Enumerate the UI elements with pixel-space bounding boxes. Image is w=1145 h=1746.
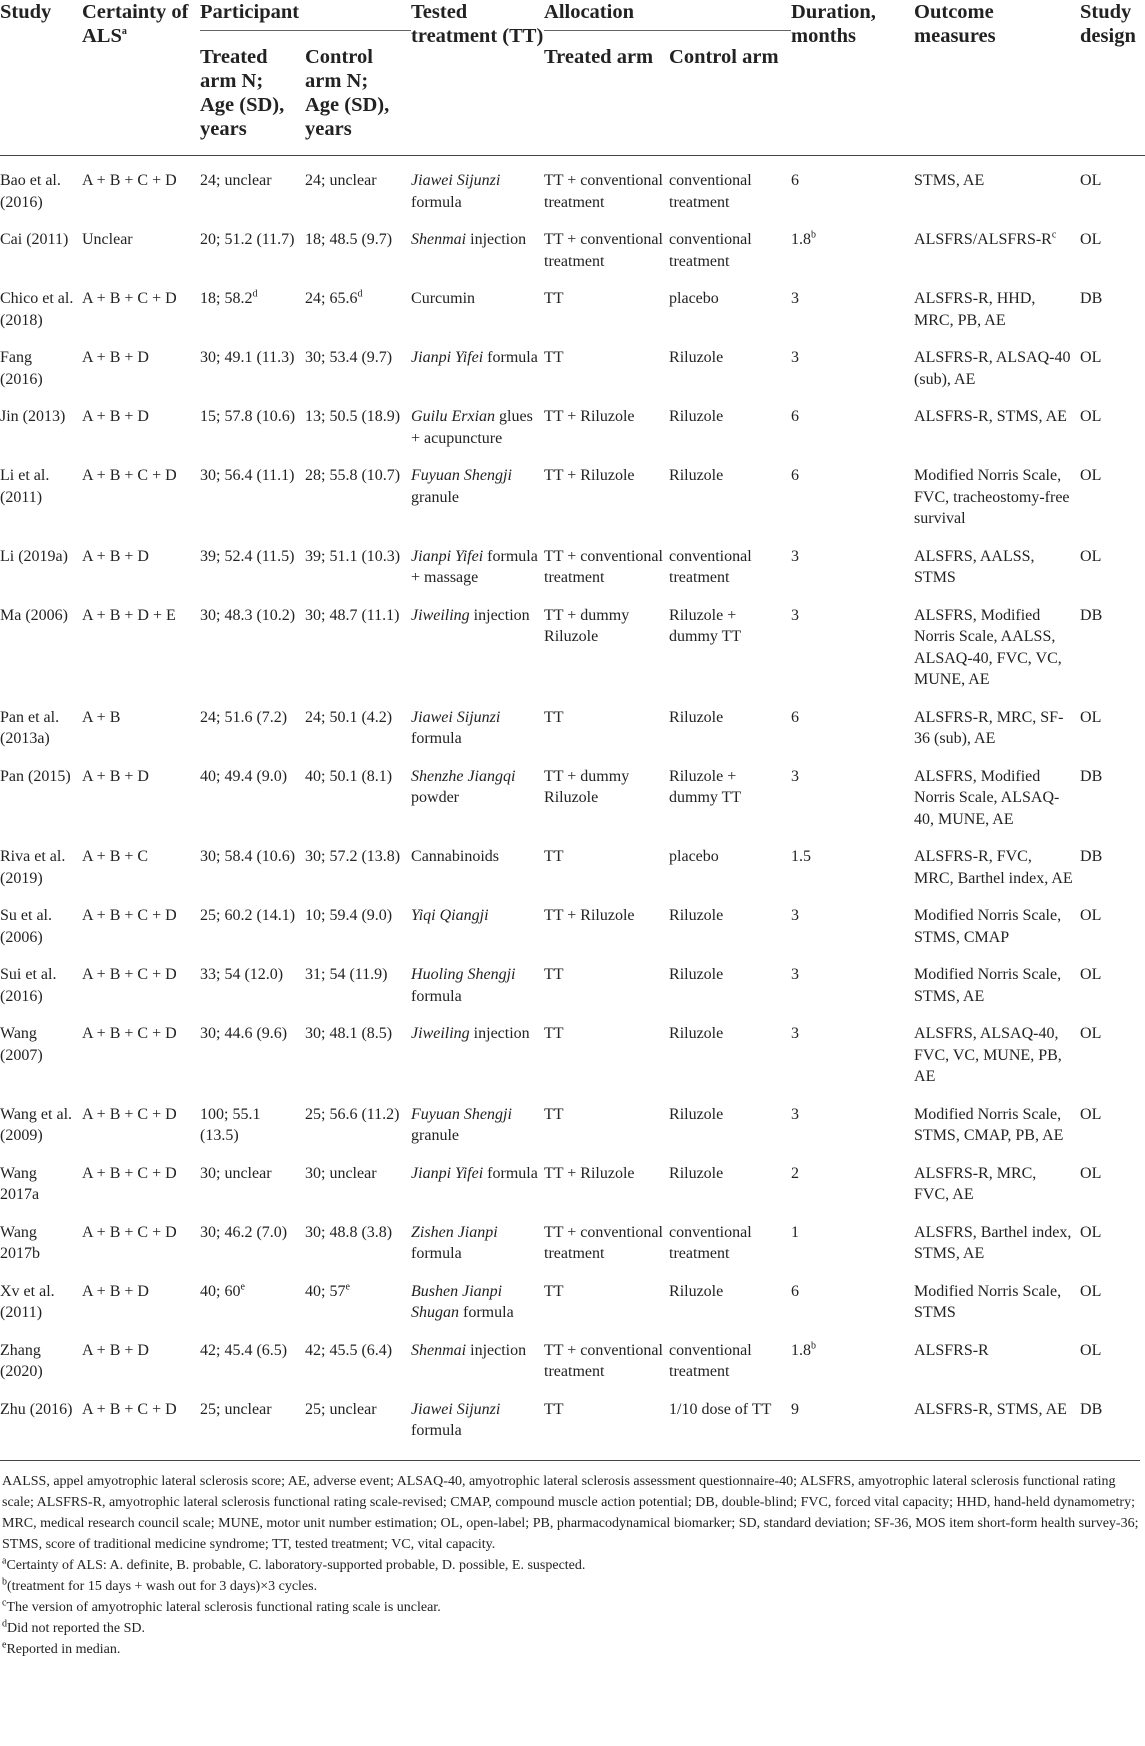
- cell-outcome: ALSFRS, ALSAQ-40, FVC, VC, MUNE, PB, AE: [914, 1025, 1062, 1085]
- cell-design: OL: [1080, 1025, 1102, 1042]
- cell-control-n: 42; 45.5 (6.4): [305, 1341, 393, 1359]
- cell-control-arm: Riluzole: [669, 907, 724, 924]
- cell-tested-treatment: Yiqi Qiangji: [411, 907, 489, 924]
- table-row: [0, 457, 1145, 538]
- cell-study: Jin (2013): [0, 408, 66, 425]
- cell-control-n: 25; unclear: [305, 1400, 377, 1418]
- cell-design: DB: [1080, 848, 1103, 865]
- table-row: [0, 1155, 1145, 1214]
- cell-outcome: ALSFRS-R, ALSAQ-40 (sub), AE: [914, 349, 1071, 388]
- cell-tested-treatment: Jianpi Yifei formula + massage: [411, 547, 538, 586]
- cell-control-n: 24; 50.1 (4.2): [305, 708, 393, 726]
- cell-control-arm: Riluzole: [669, 1025, 724, 1042]
- header-design: Study design: [1080, 0, 1145, 156]
- cell-control-n: 13; 50.5 (18.9): [305, 408, 401, 425]
- cell-duration: 9: [791, 1400, 800, 1418]
- cell-control-arm: Riluzole: [669, 408, 724, 425]
- cell-control-n: 40; 50.1 (8.1): [305, 767, 393, 785]
- cell-certainty: A + B + C: [82, 848, 149, 865]
- cell-control-n: 30; unclear: [305, 1164, 377, 1182]
- cell-outcome: ALSFRS-R, HHD, MRC, PB, AE: [914, 290, 1036, 329]
- table-row: [0, 1096, 1145, 1155]
- cell-treated-arm: TT: [544, 1282, 564, 1300]
- cell-tested-treatment: Guilu Erxian glues + acupuncture: [411, 408, 533, 447]
- cell-treated-n: 30; unclear: [200, 1164, 272, 1182]
- cell-duration: 3: [791, 290, 800, 307]
- cell-design: DB: [1080, 290, 1103, 307]
- cell-control-arm: Riluzole: [669, 1164, 724, 1182]
- cell-control-arm: Riluzole: [669, 349, 724, 366]
- table-row: [0, 956, 1145, 1015]
- table-row: [0, 897, 1145, 956]
- cell-duration: 3: [791, 767, 800, 785]
- cell-study: Riva et al. (2019): [0, 848, 66, 887]
- cell-study: Wang (2007): [0, 1025, 43, 1064]
- header-treated-n: Treated arm N; Age (SD), years: [200, 31, 305, 156]
- cell-study: Pan (2015): [0, 767, 71, 785]
- header-study: Study: [0, 0, 82, 156]
- cell-duration: 3: [791, 1025, 800, 1042]
- cell-certainty: A + B + D: [82, 349, 149, 366]
- cell-design: OL: [1080, 966, 1102, 983]
- cell-outcome: ALSFRS, Modified Norris Scale, AALSS, ALSAQ-40, FVC, VC, MUNE, AE: [914, 606, 1062, 688]
- table-row: [0, 156, 1145, 222]
- cell-control-arm: Riluzole: [669, 467, 724, 484]
- cell-study: Wang et al. (2009): [0, 1105, 73, 1144]
- footnote-e: $^e$Reported in median.: [2, 1638, 121, 1657]
- cell-design: DB: [1080, 767, 1103, 785]
- cell-treated-n: 33; 54 (12.0): [200, 966, 284, 983]
- cell-control-n: 25; 56.6 (11.2): [305, 1105, 400, 1123]
- cell-tested-treatment: Huoling Shengji formula: [411, 966, 516, 1005]
- cell-duration: 3: [791, 907, 800, 924]
- cell-treated-n: 30; 49.1 (11.3): [200, 349, 295, 366]
- cell-tested-treatment: Jiawei Sijunzi formula: [411, 708, 501, 747]
- footnote-c: $^c$The version of amyotrophic lateral sclerosis functional rating scale is unclear.: [2, 1596, 441, 1615]
- cell-control-arm: conventional treatment: [669, 547, 752, 586]
- cell-design: OL: [1080, 708, 1102, 726]
- cell-design: OL: [1080, 467, 1102, 484]
- cell-control-arm: Riluzole: [669, 1105, 724, 1123]
- cell-treated-n: 40; 60e: [200, 1281, 245, 1300]
- cell-duration: 3: [791, 966, 800, 983]
- cell-control-n: 30; 57.2 (13.8): [305, 848, 401, 865]
- cell-treated-n: 18; 58.2$^d$: [200, 288, 258, 307]
- table-footnotes: [0, 1460, 1140, 1660]
- cell-treated-arm: TT: [544, 349, 564, 366]
- cell-treated-arm: TT: [544, 290, 564, 307]
- cell-control-arm: Riluzole: [669, 708, 724, 726]
- cell-study: Xv et al. (2011): [0, 1282, 55, 1321]
- cell-control-n: 28; 55.8 (10.7): [305, 467, 401, 484]
- cell-outcome: STMS, AE: [914, 172, 985, 189]
- cell-duration: 6: [791, 172, 800, 189]
- cell-tested-treatment: Jiweiling injection: [411, 606, 530, 624]
- cell-certainty: A + B + C + D: [82, 290, 177, 307]
- cell-control-arm: 1/10 dose of TT: [669, 1400, 772, 1418]
- cell-tested-treatment: Fuyuan Shengji granule: [411, 467, 512, 506]
- cell-certainty: A + B + C + D: [82, 1105, 177, 1123]
- cell-duration: 1: [791, 1223, 800, 1241]
- table-row: [0, 1332, 1145, 1391]
- cell-treated-n: 15; 57.8 (10.6): [200, 408, 296, 425]
- cell-treated-arm: TT: [544, 966, 564, 983]
- cell-control-arm: Riluzole + dummy TT: [669, 606, 742, 645]
- header-outcome: Outcome measures: [914, 0, 1080, 156]
- cell-study: Sui et al. (2016): [0, 966, 57, 1005]
- cell-treated-n: 40; 49.4 (9.0): [200, 767, 288, 785]
- table-body: [0, 156, 1145, 1456]
- cell-study: Su et al. (2006): [0, 907, 52, 946]
- header-control-arm: Control arm: [669, 31, 791, 156]
- cell-treated-arm: TT + dummy Riluzole: [544, 767, 630, 806]
- cell-control-arm: conventional treatment: [669, 231, 752, 270]
- cell-treated-arm: TT + conventional treatment: [544, 1223, 663, 1262]
- cell-design: OL: [1080, 349, 1102, 366]
- table-row: [0, 398, 1145, 457]
- table-row: [0, 758, 1145, 839]
- cell-treated-n: 30; 44.6 (9.6): [200, 1025, 288, 1042]
- cell-control-n: 31; 54 (11.9): [305, 966, 388, 983]
- cell-tested-treatment: Bushen Jianpi Shugan formula: [411, 1282, 514, 1321]
- cell-certainty: A + B: [82, 708, 121, 726]
- cell-tested-treatment: Jiweiling injection: [411, 1025, 530, 1042]
- cell-treated-n: 30; 56.4 (11.1): [200, 467, 295, 484]
- cell-study: Ma (2006): [0, 606, 68, 624]
- cell-treated-arm: TT: [544, 848, 564, 865]
- table-row: [0, 1214, 1145, 1273]
- cell-tested-treatment: Jianpi Yifei formula: [411, 1164, 538, 1182]
- cell-control-arm: placebo: [669, 848, 719, 865]
- cell-tested-treatment: Shenzhe Jiangqi powder: [411, 767, 516, 806]
- cell-study: Zhang (2020): [0, 1341, 43, 1380]
- cell-certainty: A + B + C + D: [82, 1164, 177, 1182]
- cell-control-arm: conventional treatment: [669, 1223, 752, 1262]
- abbreviations-note: AALSS, appel amyotrophic lateral sclerosis score; AE, adverse event; ALSAQ-40, amyotrophic lateral sclerosis assessment questionnaire-40; ALSFRS, amyotrophic lateral sclerosis functional rating scale; ALSFRS-R, amyotrophic lateral sclerosis functional rating scale-revised; CMAP, compound muscle action potential; DB, double-blind; FVC, forced vital capacity; HHD, hand-held dynamometry; MRC, medical research council scale; MUNE, motor unit number estimation; OL, open-label; PB, pharmacodynamical biomarker; SD, standard deviation; SF-36, MOS item short-form health survey-36; STMS, score of traditional medicine syndrome; TT, tested treatment; VC, vital capacity.: [2, 1473, 1139, 1552]
- header-certainty: Certainty of ALS$^a$: [82, 0, 200, 156]
- cell-control-n: 30; 48.1 (8.5): [305, 1025, 393, 1042]
- cell-certainty: A + B + C + D: [82, 1223, 177, 1241]
- cell-study: Wang 2017b: [0, 1223, 40, 1262]
- cell-control-n: 24; unclear: [305, 172, 377, 189]
- cell-treated-n: 25; unclear: [200, 1400, 272, 1418]
- footnote-a: $^a$Certainty of ALS: A. definite, B. probable, C. laboratory-supported probable, D. possible, E. suspected.: [2, 1554, 586, 1573]
- cell-certainty: A + B + D: [82, 1341, 149, 1359]
- cell-treated-n: 100; 55.1 (13.5): [200, 1105, 261, 1144]
- cell-certainty: A + B + C + D: [82, 1025, 177, 1042]
- footnote-b: $^b$(treatment for 15 days + wash out for 3 days)×3 cycles.: [2, 1575, 318, 1594]
- cell-treated-n: 25; 60.2 (14.1): [200, 907, 296, 924]
- cell-tested-treatment: Shenmai injection: [411, 231, 527, 248]
- cell-outcome: ALSFRS-R, FVC, MRC, Barthel index, AE: [914, 848, 1073, 887]
- cell-certainty: A + B + D + E: [82, 606, 176, 624]
- cell-control-n: 30; 48.8 (3.8): [305, 1223, 393, 1241]
- cell-control-arm: Riluzole: [669, 966, 724, 983]
- cell-study: Fang (2016): [0, 349, 43, 388]
- table-row: [0, 221, 1145, 280]
- cell-outcome: ALSFRS, Modified Norris Scale, ALSAQ-40, MUNE, AE: [914, 767, 1060, 828]
- table-row: [0, 280, 1145, 339]
- cell-tested-treatment: Fuyuan Shengji granule: [411, 1105, 512, 1144]
- cell-control-n: 24; 65.6$^d$: [305, 288, 363, 307]
- table-row: [0, 1015, 1145, 1096]
- cell-outcome: ALSFRS-R, STMS, AE: [914, 408, 1067, 425]
- cell-control-arm: conventional treatment: [669, 172, 752, 211]
- cell-duration: 1.8$^b$: [791, 229, 817, 248]
- cell-design: OL: [1080, 547, 1102, 565]
- cell-control-arm: conventional treatment: [669, 1341, 752, 1380]
- table-row: [0, 339, 1145, 398]
- table-row: [0, 838, 1145, 897]
- cell-certainty: A + B + C + D: [82, 1400, 177, 1418]
- cell-control-arm: placebo: [669, 290, 719, 307]
- header-allocation: Allocation: [544, 1, 634, 23]
- cell-outcome: ALSFRS/$ALSFRS-R^c$: [914, 229, 1057, 248]
- cell-study: Wang 2017a: [0, 1164, 40, 1203]
- cell-design: DB: [1080, 1400, 1103, 1418]
- cell-duration: 3: [791, 1105, 800, 1123]
- cell-duration: 1.8$^b$: [791, 1340, 817, 1359]
- cell-treated-n: 24; unclear: [200, 172, 272, 189]
- cell-tested-treatment: Cannabinoids: [411, 848, 500, 865]
- cell-treated-arm: TT + Riluzole: [544, 408, 635, 425]
- cell-outcome: Modified Norris Scale, STMS, CMAP: [914, 907, 1062, 946]
- cell-treated-n: 42; 45.4 (6.5): [200, 1341, 288, 1359]
- cell-study: Li (2019a): [0, 547, 68, 565]
- table-row: [0, 699, 1145, 758]
- cell-outcome: Modified Norris Scale, FVC, tracheostomy-free survival: [914, 467, 1070, 527]
- cell-study: Bao et al. (2016): [0, 172, 61, 211]
- cell-certainty: Unclear: [82, 231, 133, 248]
- cell-design: OL: [1080, 231, 1102, 248]
- cell-duration: 6: [791, 1282, 800, 1300]
- table-row: [0, 538, 1145, 597]
- cell-design: OL: [1080, 1105, 1102, 1123]
- cell-control-n: 18; 48.5 (9.7): [305, 231, 393, 248]
- cell-certainty: A + B + D: [82, 408, 149, 425]
- cell-treated-n: 30; 46.2 (7.0): [200, 1223, 288, 1241]
- header-participant: Participant: [200, 1, 300, 23]
- cell-outcome: ALSFRS-R, MRC, SF-36 (sub), AE: [914, 708, 1064, 747]
- cell-treated-arm: TT: [544, 1025, 564, 1042]
- cell-design: OL: [1080, 172, 1102, 189]
- cell-treated-n: 30; 48.3 (10.2): [200, 606, 296, 624]
- cell-tested-treatment: Shenmai injection: [411, 1341, 527, 1359]
- cell-outcome: Modified Norris Scale, STMS, AE: [914, 966, 1062, 1005]
- cell-treated-arm: TT + Riluzole: [544, 1164, 635, 1182]
- cell-certainty: A + B + C + D: [82, 966, 177, 983]
- cell-treated-n: 39; 52.4 (11.5): [200, 547, 295, 565]
- table-row: [0, 1391, 1145, 1456]
- cell-study: Zhu (2016): [0, 1400, 73, 1418]
- cell-duration: 3: [791, 606, 800, 624]
- table-header: [0, 0, 1145, 156]
- cell-treated-arm: TT + Riluzole: [544, 467, 635, 484]
- cell-design: OL: [1080, 1341, 1102, 1359]
- cell-certainty: A + B + C + D: [82, 172, 177, 189]
- cell-certainty: A + B + C + D: [82, 467, 177, 484]
- cell-certainty: A + B + D: [82, 767, 149, 785]
- table-row: [0, 1273, 1145, 1332]
- cell-design: OL: [1080, 408, 1102, 425]
- cell-control-n: 40; 57e: [305, 1281, 350, 1300]
- cell-duration: 3: [791, 349, 800, 366]
- cell-control-n: 39; 51.1 (10.3): [305, 547, 401, 565]
- cell-certainty: A + B + C + D: [82, 907, 177, 924]
- cell-outcome: ALSFRS-R: [914, 1341, 989, 1359]
- cell-control-arm: Riluzole: [669, 1282, 724, 1300]
- cell-treated-arm: TT: [544, 1105, 564, 1123]
- cell-tested-treatment: Jiawei Sijunzi formula: [411, 172, 501, 211]
- cell-tested-treatment: Curcumin: [411, 290, 476, 307]
- cell-design: OL: [1080, 907, 1102, 924]
- cell-treated-arm: TT + dummy Riluzole: [544, 606, 630, 645]
- table-row: [0, 597, 1145, 699]
- cell-treated-arm: TT: [544, 708, 564, 726]
- cell-outcome: ALSFRS, Barthel index, STMS, AE: [914, 1223, 1072, 1262]
- cell-design: OL: [1080, 1223, 1102, 1241]
- cell-treated-arm: TT: [544, 1400, 564, 1418]
- cell-treated-n: 30; 58.4 (10.6): [200, 848, 296, 865]
- cell-treated-n: 20; 51.2 (11.7): [200, 231, 295, 248]
- cell-control-n: 30; 48.7 (11.1): [305, 606, 400, 624]
- cell-outcome: Modified Norris Scale, STMS, CMAP, PB, AE: [914, 1105, 1064, 1144]
- cell-treated-arm: TT + Riluzole: [544, 907, 635, 924]
- cell-control-n: 10; 59.4 (9.0): [305, 907, 393, 924]
- cell-duration: 2: [791, 1164, 800, 1182]
- cell-duration: 1.5: [791, 848, 812, 865]
- cell-study: Pan et al. (2013a): [0, 708, 60, 747]
- cell-tested-treatment: Jianpi Yifei formula: [411, 349, 538, 366]
- cell-design: OL: [1080, 1164, 1102, 1182]
- cell-control-n: 30; 53.4 (9.7): [305, 349, 393, 366]
- cell-design: OL: [1080, 1282, 1102, 1300]
- header-duration: Duration, months: [791, 0, 914, 156]
- cell-duration: 3: [791, 547, 800, 565]
- header-treated-arm: Treated arm: [544, 31, 669, 156]
- cell-study: Li et al. (2011): [0, 467, 50, 506]
- cell-outcome: ALSFRS-R, STMS, AE: [914, 1400, 1067, 1418]
- header-tested-treatment: Tested treatment (TT): [411, 0, 544, 156]
- footnote-d: $^d$Did not reported the SD.: [2, 1617, 146, 1636]
- cell-duration: 6: [791, 708, 800, 726]
- cell-treated-arm: TT + conventional treatment: [544, 231, 663, 270]
- cell-control-arm: Riluzole + dummy TT: [669, 767, 742, 806]
- cell-treated-arm: TT + conventional treatment: [544, 172, 663, 211]
- cell-treated-arm: TT + conventional treatment: [544, 1341, 663, 1380]
- cell-certainty: A + B + D: [82, 547, 149, 565]
- cell-outcome: ALSFRS-R, MRC, FVC, AE: [914, 1164, 1037, 1203]
- cell-study: Chico et al. (2018): [0, 290, 74, 329]
- cell-tested-treatment: Zishen Jianpi formula: [411, 1223, 498, 1262]
- cell-certainty: A + B + D: [82, 1282, 149, 1300]
- cell-duration: 6: [791, 467, 800, 484]
- header-control-n: Control arm N; Age (SD), years: [305, 31, 411, 156]
- cell-treated-arm: TT + conventional treatment: [544, 547, 663, 586]
- cell-outcome: Modified Norris Scale, STMS: [914, 1282, 1062, 1321]
- cell-tested-treatment: Jiawei Sijunzi formula: [411, 1400, 501, 1439]
- cell-outcome: ALSFRS, AALSS, STMS: [914, 547, 1035, 586]
- cell-duration: 6: [791, 408, 800, 425]
- cell-treated-n: 24; 51.6 (7.2): [200, 708, 288, 726]
- cell-design: DB: [1080, 606, 1103, 624]
- cell-study: Cai (2011): [0, 231, 69, 248]
